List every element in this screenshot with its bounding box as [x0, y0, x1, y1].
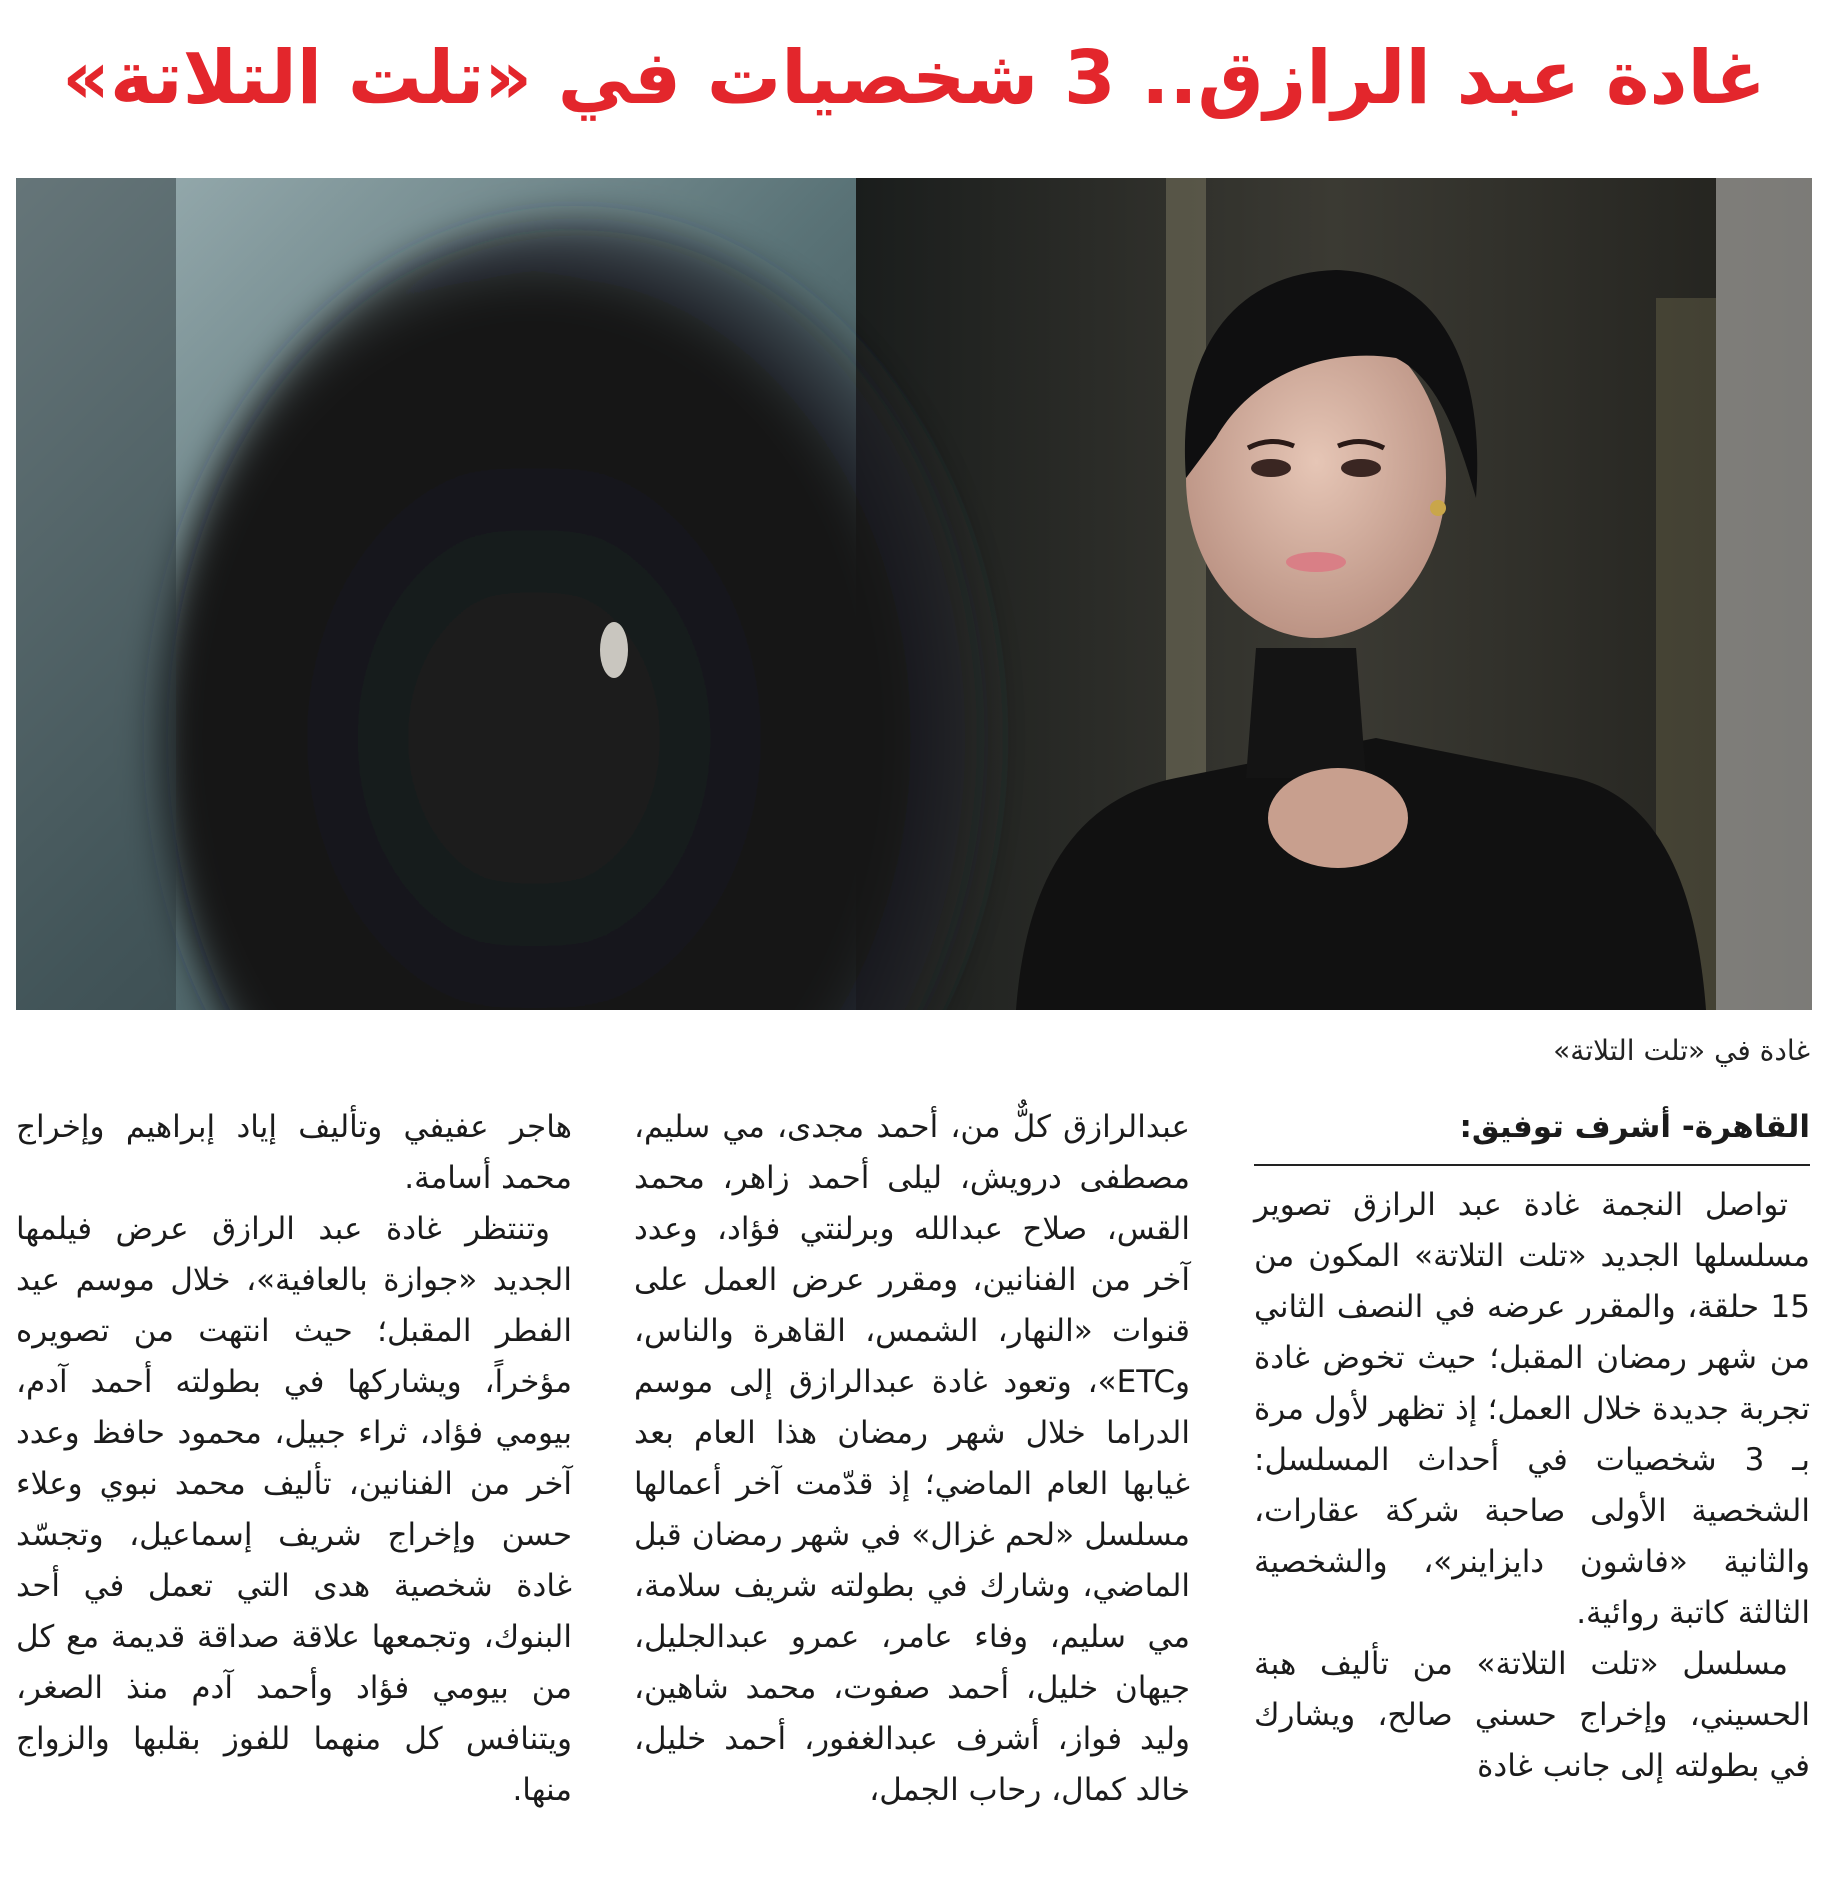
- paragraph: وتنتظر غادة عبد الرازق عرض فيلمها الجديد «جوازة بالعافية»، خلال موسم عيد الفطر المقبل؛ حيث انتهت من تصويره مؤخراً، ويشاركها في بطولته أحمد آدم، بيومي فؤاد، ثراء جبيل، محمود حافظ وعدد آخر من الفنانين، تأليف محمد نبوي وعلاء حسن وإخراج شريف إسماعيل، وتجسّد غادة شخصية هدى التي تعمل في أحد البنوك، وتجمعها علاقة صداقة قديمة مع كل من بيومي فؤاد وأحمد آدم منذ الصغر، ويتنافس كل منهما للفوز بقلبها والزواج منها.: [16, 1211, 572, 1808]
- paragraph: هاجر عفيفي وتأليف إياد إبراهيم وإخراج محمد أسامة.: [16, 1109, 572, 1196]
- headline: غادة عبد الرازق.. 3 شخصيات في «تلت التلاتة»: [62, 35, 1766, 121]
- byline: القاهرة- أشرف توفيق:: [1254, 1100, 1810, 1166]
- paragraph: مسلسل «تلت التلاتة» من تأليف هبة الحسيني، وإخراج حسني صالح، ويشارك في بطولته إلى جانب غادة: [1254, 1646, 1810, 1784]
- paragraph: تواصل النجمة غادة عبد الرازق تصوير مسلسلها الجديد «تلت التلاتة» المكون من 15 حلقة، والمقرر عرضه في النصف الثاني من شهر رمضان المقبل؛ حيث تخوض غادة تجربة جديدة خلال العمل؛ إذ تظهر لأول مرة بـ 3 شخصيات في أحداث المسلسل: الشخصية الأولى صاحبة شركة عقارات، والثانية «فاشون دايزاينر»، والشخصية الثالثة كاتبة روائية.: [1254, 1187, 1810, 1631]
- photo-caption: غادة في «تلت التلاتة»: [1553, 1034, 1810, 1067]
- article-column-right: [1254, 1100, 1810, 1792]
- article-column-left: [16, 1102, 572, 1816]
- article-photo: [16, 178, 1812, 1010]
- article-column-middle: [634, 1102, 1190, 1816]
- paragraph: عبدالرازق كلٌّ من، أحمد مجدى، مي سليم، مصطفى درويش، ليلى أحمد زاهر، محمد القس، صلاح عبدالله وبرلنتي فؤاد، وعدد آخر من الفنانين، ومقرر عرض العمل على قنوات «النهار، الشمس، القاهرة والناس، وETC»، وتعود غادة عبدالرازق إلى موسم الدراما خلال شهر رمضان هذا العام بعد غيابها العام الماضي؛ إذ قدّمت آخر أعمالها مسلسل «لحم غزال» في شهر رمضان قبل الماضي، وشارك في بطولته شريف سلامة، مي سليم، وفاء عامر، عمرو عبدالجليل، جيهان خليل، أحمد صفوت، محمد شاهين، وليد فواز، أشرف عبدالغفور، أحمد خليل، خالد كمال، رحاب الجمل،: [634, 1109, 1190, 1808]
- photo-actress-icon: [16, 178, 1812, 1010]
